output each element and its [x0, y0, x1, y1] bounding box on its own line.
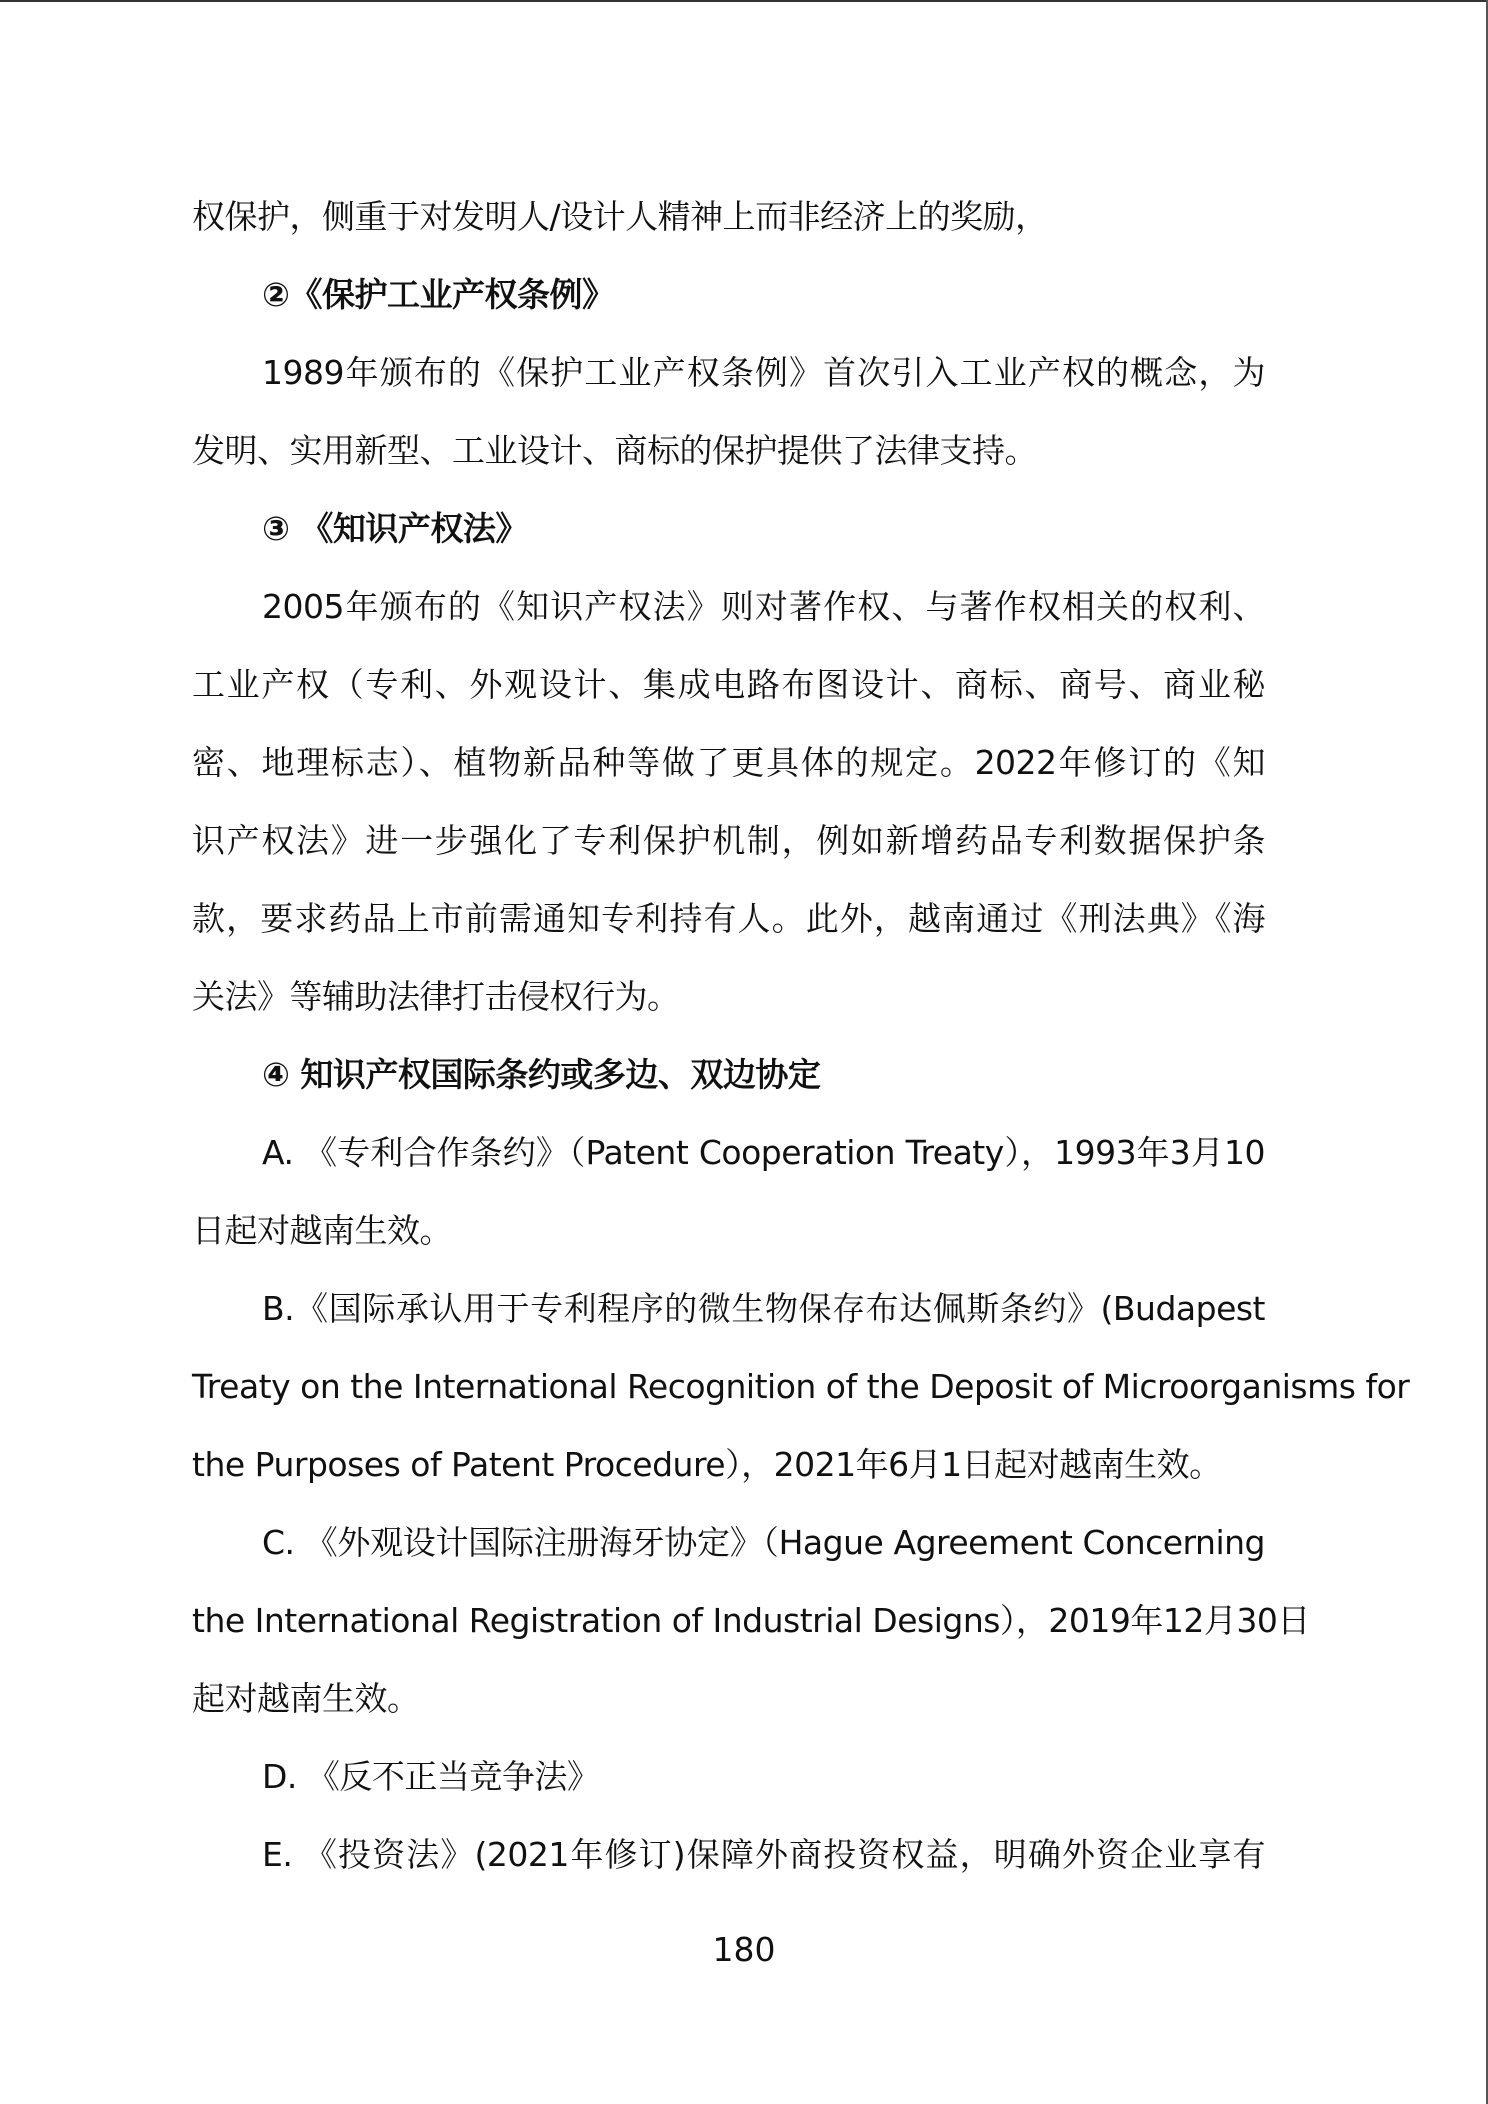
document-body	[192, 192, 1265, 1908]
paragraph-line: 2005年颁布的《知识产权法》则对著作权、与著作权相关的权利、	[192, 582, 1265, 660]
page-number: 180	[0, 1930, 1488, 1969]
page-top-border	[0, 0, 1488, 2]
paragraph-line: 发明、实用新型、工业设计、商标的保护提供了法律支持。	[192, 426, 1265, 504]
paragraph-line: 工业产权（专利、外观设计、集成电路布图设计、商标、商号、商业秘	[192, 660, 1265, 738]
paragraph-line: Treaty on the International Recognition of the Deposit of Microorganisms for	[192, 1362, 1265, 1440]
list-item-a: A. 《专利合作条约》（Patent Cooperation Treaty），1993年3月10	[192, 1128, 1265, 1206]
paragraph-line: the Purposes of Patent Procedure），2021年6月1日起对越南生效。	[192, 1440, 1265, 1518]
paragraph-line: 起对越南生效。	[192, 1674, 1265, 1752]
paragraph-line: 密、地理标志）、植物新品种等做了更具体的规定。2022年修订的《知	[192, 738, 1265, 816]
section-heading: ④ 知识产权国际条约或多边、双边协定	[192, 1050, 1265, 1128]
section-heading: ③ 《知识产权法》	[192, 504, 1265, 582]
paragraph-line: 关法》等辅助法律打击侵权行为。	[192, 972, 1265, 1050]
paragraph-line: 日起对越南生效。	[192, 1206, 1265, 1284]
list-item-d: D. 《反不正当竞争法》	[192, 1752, 1265, 1830]
paragraph-line: 1989年颁布的《保护工业产权条例》首次引入工业产权的概念，为	[192, 348, 1265, 426]
paragraph-line: 款，要求药品上市前需通知专利持有人。此外，越南通过《刑法典》《海	[192, 894, 1265, 972]
section-heading: ②《保护工业产权条例》	[192, 270, 1265, 348]
list-item-c: C. 《外观设计国际注册海牙协定》（Hague Agreement Concerning	[192, 1518, 1265, 1596]
paragraph-line: the International Registration of Industrial Designs），2019年12月30日	[192, 1596, 1265, 1674]
paragraph-line: 权保护，侧重于对发明人/设计人精神上而非经济上的奖励，	[192, 192, 1265, 270]
list-item-e: E. 《投资法》(2021年修订)保障外商投资权益，明确外资企业享有	[192, 1830, 1265, 1908]
list-item-b: B.《国际承认用于专利程序的微生物保存布达佩斯条约》(Budapest	[192, 1284, 1265, 1362]
paragraph-line: 识产权法》进一步强化了专利保护机制，例如新增药品专利数据保护条	[192, 816, 1265, 894]
